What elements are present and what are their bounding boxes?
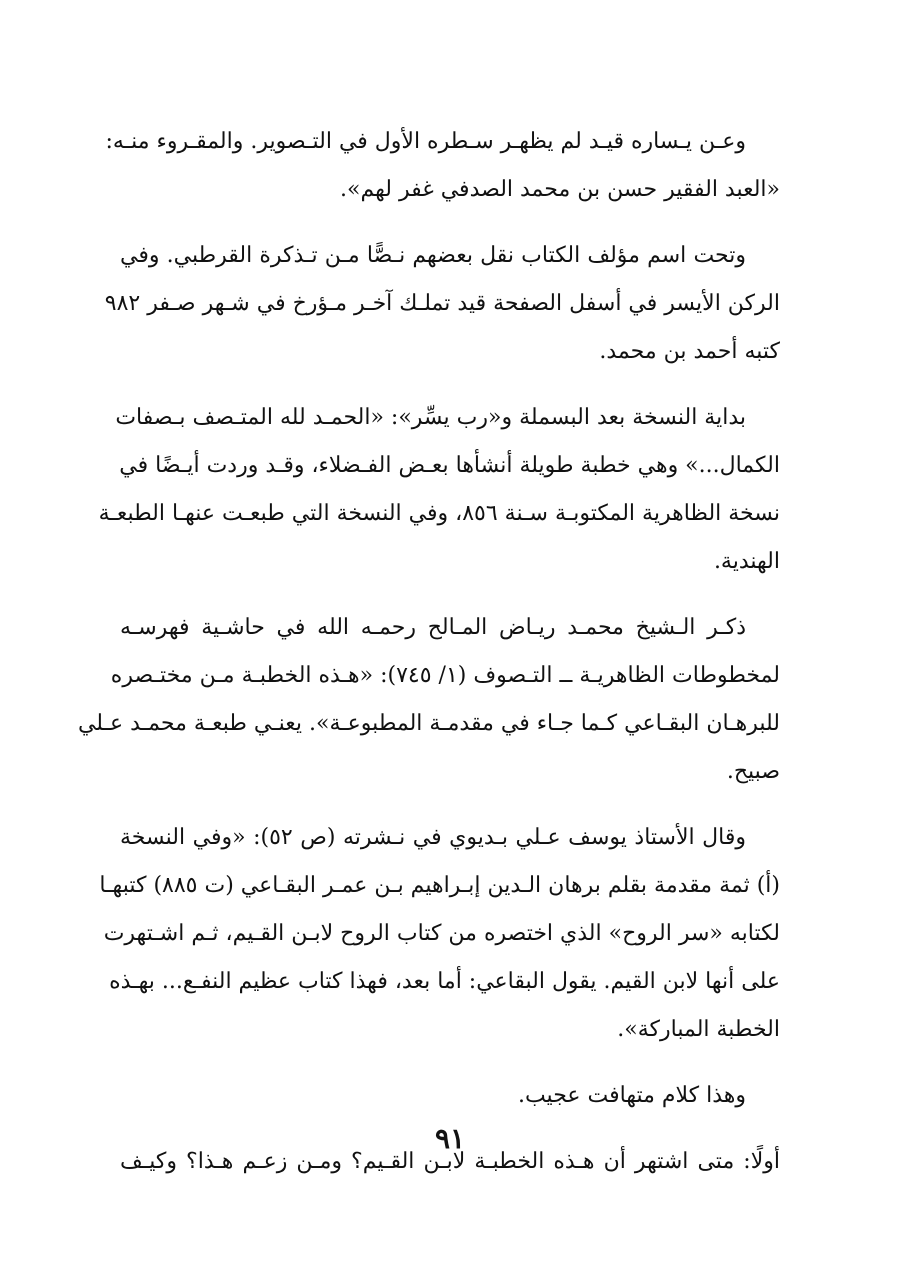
paragraph-5 (99, 814, 780, 1054)
text-line: كتبه أحمد بن محمد. (599, 339, 780, 364)
text-line: للبرهـان البقـاعي كـما جـاء في مقدمـة المطبوعـة». يعنـي طبعـة محمـد عـلي (77, 711, 780, 736)
paragraph-4 (77, 604, 780, 796)
text-line: الخطبة المباركة». (617, 1017, 780, 1042)
text-line: الكمال...» وهي خطبة طويلة أنشأها بعـض الفـضلاء، وقـد وردت أيـضًا في (119, 453, 780, 478)
text-line: وتحت اسم مؤلف الكتاب نقل بعضهم نـصًّا مـن تـذكرة القرطبي. وفي (120, 243, 746, 268)
text-line: بداية النسخة بعد البسملة و«رب يسِّر»: «الحمـد لله المتـصف بـصفات (115, 405, 746, 430)
text-line: وقال الأستاذ يوسف عـلي بـديوي في نـشرته (ص ٥٢): «وفي النسخة (120, 825, 746, 850)
paragraph-2 (104, 232, 780, 376)
text-line: أولًا: متى اشتهر أن هـذه الخطبـة لابـن القـيم؟ ومـن زعـم هـذا؟ وكيـف (120, 1149, 780, 1174)
text-line: (أ) ثمة مقدمة بقلم برهان الـدين إبـراهيم بـن عمـر البقـاعي (ت ٨٨٥) كتبهـا (99, 873, 780, 898)
text-line: وعـن يـساره قيـد لم يظهـر سـطره الأول في التـصوير. والمقـروء منـه: (105, 129, 746, 154)
paragraph-6 (120, 1072, 780, 1120)
paragraph-3 (98, 394, 780, 586)
text-line: نسخة الظاهرية المكتوبـة سـنة ٨٥٦، وفي النسخة التي طبعـت عنهـا الطبعـة (98, 501, 780, 526)
text-line: لكتابه «سر الروح» الذي اختصره من كتاب الروح لابـن القـيم، ثـم اشـتهرت (103, 921, 780, 946)
text-line: الركن الأيسر في أسفل الصفحة قيد تملـك آخـر مـؤرخ في شـهر صـفر ٩٨٢ (104, 291, 780, 316)
paragraph-1 (105, 118, 780, 214)
text-line: لمخطوطات الظاهريـة ــ التـصوف (١/ ٧٤٥): «هـذه الخطبـة مـن مختـصره (110, 663, 780, 688)
document-page (77, 118, 780, 1204)
page-number: ٩١ (434, 1122, 466, 1155)
text-line: «العبد الفقير حسن بن محمد الصدفي غفر لهم». (340, 177, 780, 202)
text-line: وهذا كلام متهافت عجيب. (517, 1083, 746, 1108)
text-line: الهندية. (713, 549, 780, 574)
text-line: صبيح. (726, 759, 780, 784)
text-line: ذكـر الـشيخ محمـد ريـاض المـالح رحمـه الله في حاشـية فهرسـه (120, 615, 746, 640)
text-line: على أنها لابن القيم. يقول البقاعي: أما بعد، فهذا كتاب عظيم النفـع... بهـذه (109, 969, 780, 994)
